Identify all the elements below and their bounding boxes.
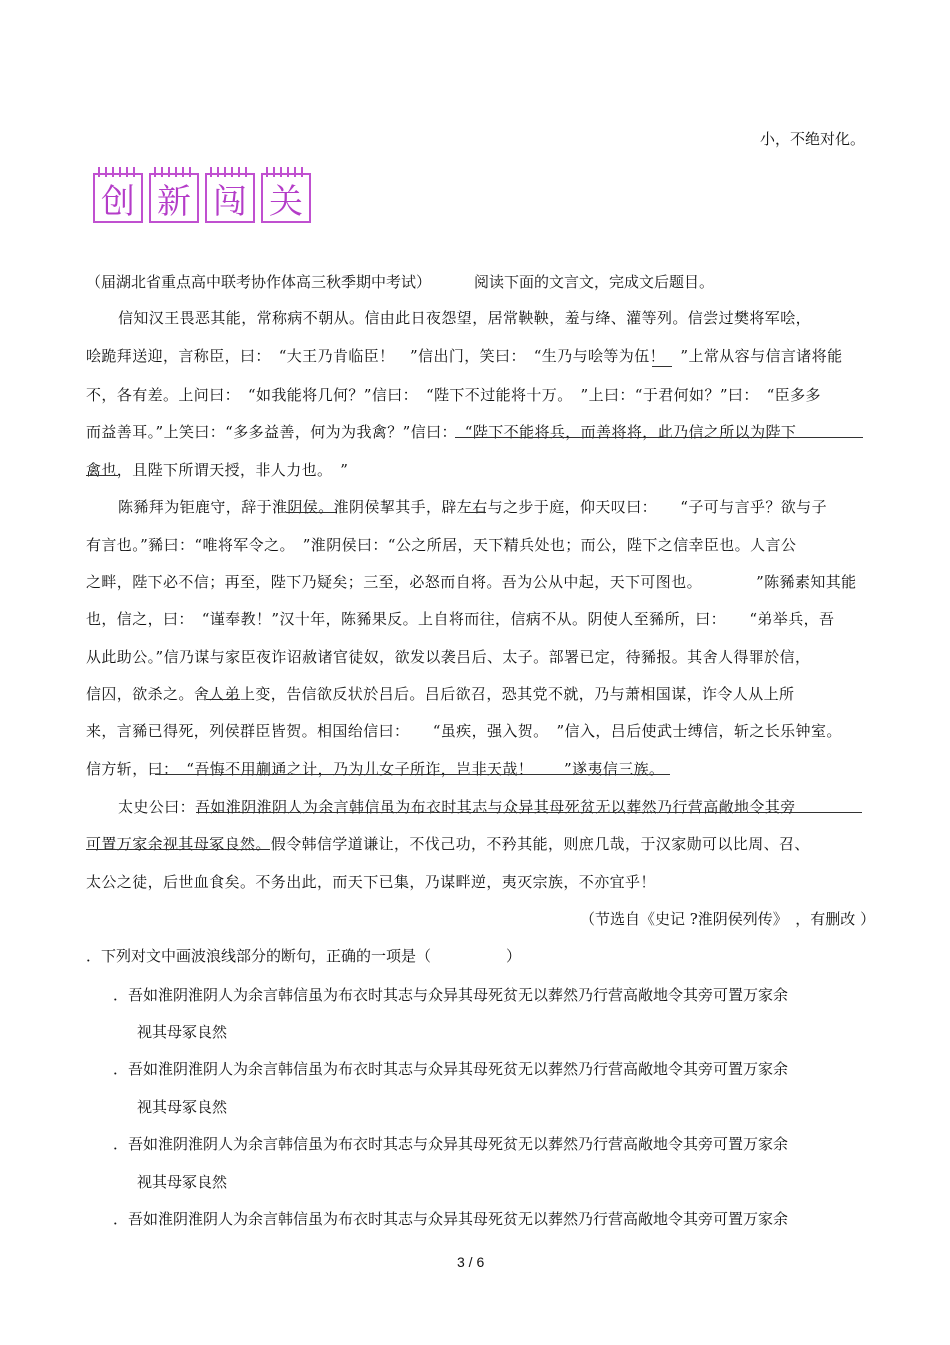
option-c-line1: ．吾如淮阴淮阴人为余言韩信虽为布衣时其志与众异其母死贫无以葬然乃行营高敞地令其旁可置万家余 [113,1135,789,1153]
continued-text: 小，不绝对化。 [760,130,866,148]
passage-line: 也，信之，曰： “谨奉教！”汉十年，陈豨果反。上自将而往，信病不从。阴使人至豨所，曰： “弟举兵，吾 [86,610,835,628]
passage-line: 禽也，且陛下所谓天授，非人力也。 ” [86,461,349,479]
instruction: 阅读下面的文言文，完成文后题目。 [474,273,715,291]
passage-line: 可置万家余视其母冢良然。假令韩信学道谦让，不伐己功，不矜其能，则庶几哉，于汉家勋可以比周、召、 [86,835,810,853]
exam-source: （届湖北省重点高中联考协作体高三秋季期中考试） [86,273,432,291]
badge-char: 关 [261,173,311,223]
section-badge [93,173,311,223]
badge-char: 新 [149,173,199,223]
option-c-line2: 视其母冢良然 [137,1173,228,1191]
passage-line: 之畔，陛下必不信；再至，陛下乃疑矣；三至，必怒而自将。吾为公从中起，天下可图也。 ”陈豨素知其能 [86,573,857,591]
question-stem: ．下列对文中画波浪线部分的断句，正确的一项是（ ） [86,947,522,965]
passage-line: 信囚，欲杀之。舍人弟上变，告信欲反状於吕后。吕后欲召，恐其党不就，乃与萧相国谋，诈令人从上所 [86,685,795,703]
underline-mark [155,774,670,775]
page-number: 3 / 6 [457,1254,485,1270]
badge-char: 创 [93,173,143,223]
passage-line: 哙跪拜送迎，言称臣，曰： “大王乃肯临臣！ ”信出门，笑曰： “生乃与哙等为伍！ ”上常从容与信言诸将能 [86,347,843,365]
passage-line: 太史公曰：吾如淮阴淮阴人为余言韩信虽为布衣时其志与众异其母死贫无以葬然乃行营高敞地令其旁 [118,798,796,816]
badge-char: 闯 [205,173,255,223]
option-a-line2: 视其母冢良然 [137,1023,228,1041]
option-d-line1: ．吾如淮阴淮阴人为余言韩信虽为布衣时其志与众异其母死贫无以葬然乃行营高敞地令其旁可置万家余 [113,1210,789,1228]
option-b-line2: 视其母冢良然 [137,1098,228,1116]
underline-mark [86,849,270,850]
underline-mark [466,512,486,513]
underline-mark [86,475,118,476]
passage-line: 太公之徒，后世血食矣。不务出此，而天下已集，乃谋畔逆，夷灭宗族，不亦宜乎！ [86,873,656,891]
citation: （节选自《史记 ?淮阴侯列传》 ，有删改 ） [580,910,876,928]
passage-line: 信方斩，曰： “吾悔不用蒯通之计，乃为儿女子所诈，岂非天哉！ ”遂夷信三族。 [86,760,665,778]
underline-mark [196,812,862,813]
passage-line: 从此助公。”信乃谋与家臣夜诈诏赦诸官徒奴，欲发以袭吕后、太子。部署已定，待豨报。其舍人得罪於信， [86,648,811,666]
passage-line: 有言也。”豨曰：“唯将军令之。 ”淮阴侯曰：“公之所居，天下精兵处也；而公，陛下之信幸臣也。人言公 [86,536,797,554]
option-b-line1: ．吾如淮阴淮阴人为余言韩信虽为布衣时其志与众异其母死贫无以葬然乃行营高敞地令其旁可置万家余 [113,1060,789,1078]
underline-mark [652,366,672,367]
option-a-line1: ．吾如淮阴淮阴人为余言韩信虽为布衣时其志与众异其母死贫无以葬然乃行营高敞地令其旁可置万家余 [113,986,789,1004]
underline-mark [286,512,336,513]
passage-line: 不，各有差。上问曰： “如我能将几何？”信曰： “陛下不过能将十万。 ”上曰：“于君何如？”曰： “臣多多 [86,386,821,404]
underline-mark [455,437,863,438]
passage-line: 信知汉王畏恶其能，常称病不朝从。信由此日夜怨望，居常鞅鞅，羞与绛、灌等列。信尝过樊将军哙， [118,309,812,327]
passage-line: 而益善耳。”上笑曰：“多多益善，何为为我禽？”信曰： “陛下不能将兵，而善将将，此乃信之所以为陛下 [86,423,797,441]
passage-line: 来，言豨已得死，列侯群臣皆贺。相国绐信曰： “虽疾，强入贺。 ”信入，吕后使武士缚信，斩之长乐钟室。 [86,722,842,740]
passage-line: 陈豨拜为钜鹿守，辞于淮阴侯。淮阴侯挈其手，辟左右与之步于庭，仰天叹曰： “子可与言乎？欲与子 [118,498,827,516]
underline-mark [206,699,240,700]
